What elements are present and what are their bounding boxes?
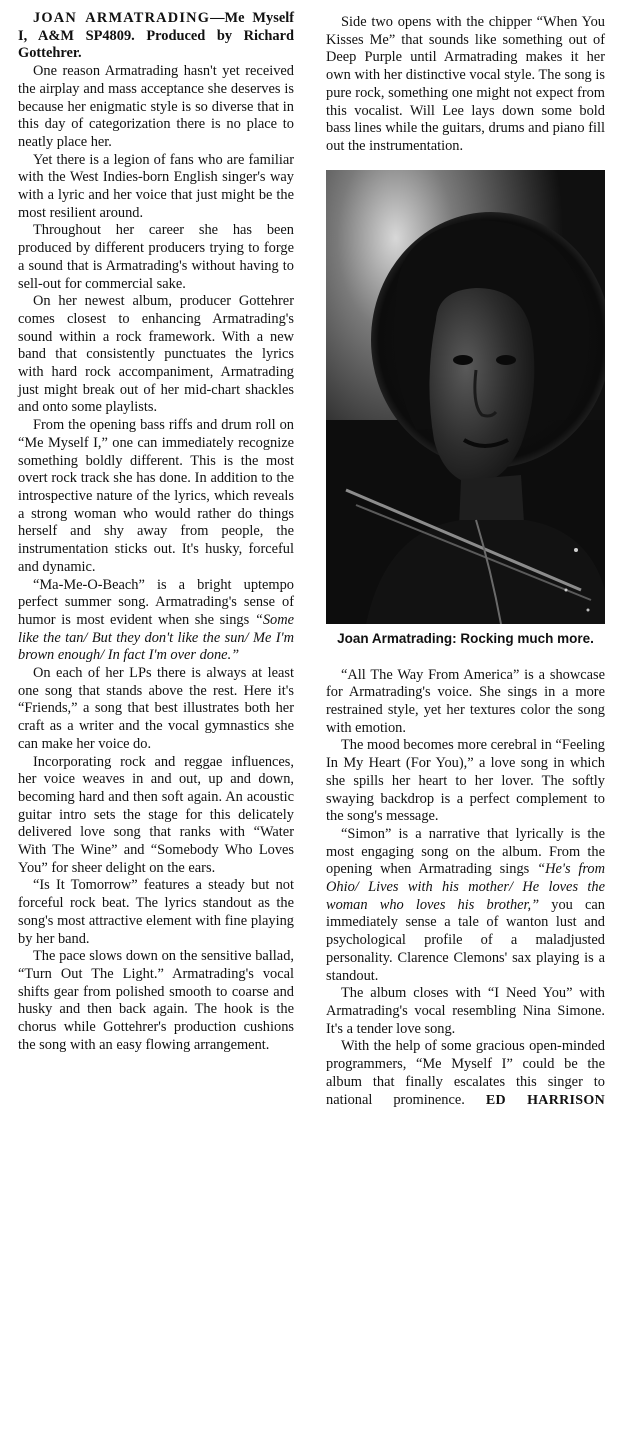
paragraph-5: From the opening bass riffs and drum roll on “Me Myself I,” one can immediately recognize something boldly different. This is the most overt rock track she has done. In addition to the introspective nature of the lyrics, which reveals a strong woman who would rather do things herself and shy away from people, the instrumentation sticks out. It's husky, forceful and dynamic. — [18, 417, 294, 575]
paragraph-14-text-b: you can immediately sense a tale of wanton lust and psychological profile of a maladjusted personality. Clarence Clemons' sax playing is a standout. — [326, 896, 605, 984]
photo-caption: Joan Armatrading: Rocking much more. — [337, 630, 594, 646]
headline-label-producer: , A&M SP4809. Produced by Richard Gottehrer. — [18, 27, 294, 62]
lyric-quote-ma-me-o-beach: “Some like the tan/ But they don't like the sun/ Me I'm brown enough/ In fact I'm over done.” — [18, 611, 294, 664]
paragraph-16-text: With the help of some gracious open-minded programmers, “Me Myself I” could be the album that finally escalates this singer to national prominence. — [326, 1038, 605, 1108]
headline-album-title: Me Myself I — [18, 10, 294, 44]
artist-photo — [326, 170, 605, 624]
headline-artist: JOAN ARMATRADING — [33, 10, 211, 26]
artist-photo-image — [326, 170, 605, 624]
paragraph-6 — [18, 577, 294, 666]
paragraph-6-text: “Ma-Me-O-Beach” is a bright uptempo perfect summer song. Armatrading's sense of humor is most evident when she sings — [18, 576, 294, 628]
paragraph-7: On each of her LPs there is always at least one song that stands above the rest. Here it's “Friends,” a song that best illustrates both her craft as a writer and the vocal gymnastics she can make her voice do. — [18, 665, 294, 752]
paragraph-3: Throughout her career she has been produced by different producers trying to forge a sound that is Armatrading's without having to sell-out for commercial sake. — [18, 222, 294, 292]
paragraph-1: One reason Armatrading hasn't yet received the airplay and mass acceptance she deserves is because her enigmatic style is so diverse that in this day of categorization there is no place to neatly place her. — [18, 63, 294, 150]
paragraph-11: Side two opens with the chipper “When You Kisses Me” that sounds like something out of Deep Purple until Armatrading makes it her own with her distinctive vocal style. The song is pure rock, something one might not expect from this vocalist. Will Lee lays down some bold bass lines while the guitars, drums and piano fill out the instrumentation. — [326, 14, 605, 154]
paragraph-14-text-a: “Simon” is a narrative that lyrically is the most engaging song on the album. From the opening when Armatrading sings — [326, 825, 605, 878]
paragraph-9: “Is It Tomorrow” features a steady but not forceful rock beat. The lyrics standout as the song's most attractive element with fine playing by her band. — [18, 877, 294, 947]
paragraph-14 — [326, 826, 605, 985]
paragraph-13: The mood becomes more cerebral in “Feeling In My Heart (For You),” a love song in which she spills her heart to her lover. The softly swaying backdrop is a perfect complement to the song's message. — [326, 737, 605, 825]
paragraph-15: The album closes with “I Need You” with Armatrading's vocal resembling Nina Simone. It's a tender love song. — [326, 985, 605, 1037]
byline: ED HARRISON — [485, 1092, 605, 1108]
headline-dash: — — [210, 10, 225, 26]
review-headline — [18, 10, 294, 63]
paragraph-8: Incorporating rock and reggae influences, her voice weaves in and out, up and down, becoming hard and then soft again. An acoustic guitar intro sets the stage for this delicately delivered love song that ranks with “Water With The Wine” and “Somebody Who Loves You” for sheer delight on the ears. — [18, 753, 294, 876]
paragraph-4: On her newest album, producer Gottehrer comes closest to enhancing Armatrading's sound within a rock framework. With a new band that consistently punctuates the lyrics with hard rock accompaniment, Armatrading just might break out of her mid-chart shackles and onto some playlists. — [18, 293, 294, 416]
paragraph-12: “All The Way From America” is a showcase for Armatrading's voice. She sings in a more restrained style, yet her textures color the song with emotion. — [326, 666, 605, 736]
right-column — [326, 14, 605, 1109]
paragraph-10: The pace slows down on the sensitive ballad, “Turn Out The Light.” Armatrading's vocal shifts gear from polished smooth to coarse and husky and then back again. The hook is the chorus while Gottehrer's production cushions the song with an easy flowing arrangement. — [18, 948, 294, 1053]
paragraph-2: Yet there is a legion of fans who are familiar with the West Indies-born English singer's way with a lyric and her voice that just might be the most resilient around. — [18, 151, 294, 221]
paragraph-16 — [326, 1038, 605, 1109]
left-column — [18, 10, 294, 1054]
lyric-quote-simon: “He's from Ohio/ Lives with his mother/ He loves the woman who loves his brother,” — [326, 861, 605, 913]
